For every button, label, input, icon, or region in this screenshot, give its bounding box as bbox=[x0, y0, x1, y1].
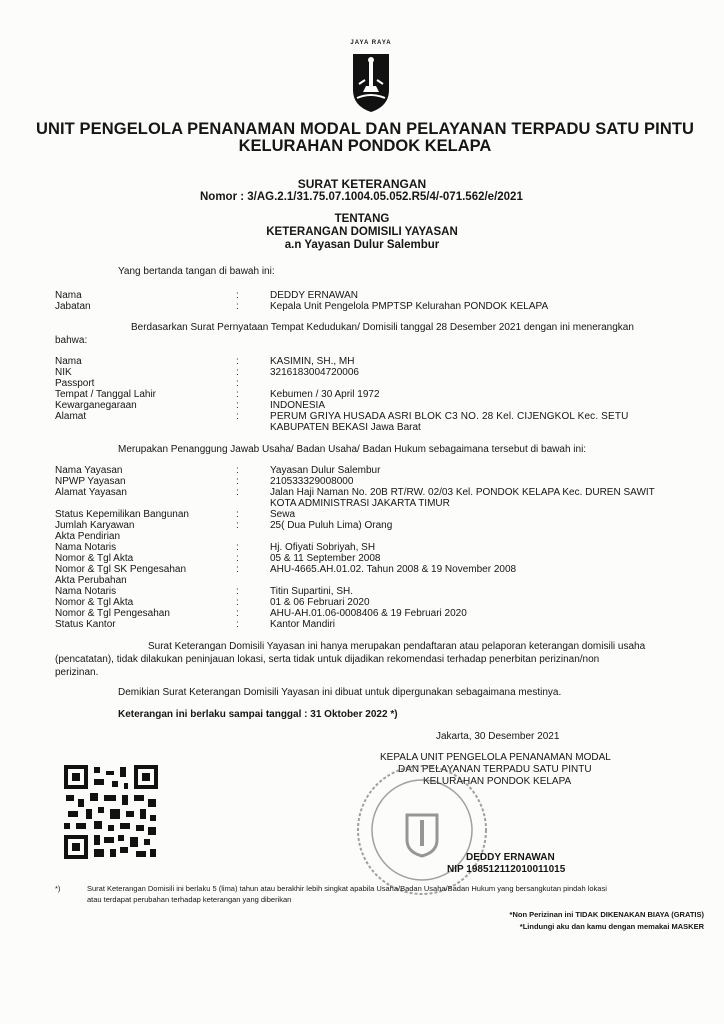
field-colon: : bbox=[236, 400, 239, 411]
field-label: Nama Notaris bbox=[55, 542, 117, 553]
field-value: 210533329008000 bbox=[270, 476, 354, 487]
field-value: Kebumen / 30 April 1972 bbox=[270, 389, 380, 400]
field-colon: : bbox=[236, 476, 239, 487]
field-label: Alamat Yayasan bbox=[55, 487, 127, 498]
field-label: Nama bbox=[55, 356, 82, 367]
statement-text-cont: bahwa: bbox=[55, 335, 88, 346]
footnote-mark: *) bbox=[55, 884, 61, 893]
agency-title: UNIT PENGELOLA PENANAMAN MODAL DAN PELAYANAN TERPADU SATU PINTU bbox=[35, 120, 695, 138]
footnote-line: atau terdapat perubahan terhadap keterangan yang diberikan bbox=[87, 895, 292, 904]
field-label: NIK bbox=[55, 367, 72, 378]
field-label: Kewarganegaraan bbox=[55, 400, 137, 411]
jakarta-emblem-icon bbox=[339, 40, 403, 114]
note-line: (pencatatan), tidak dilakukan peninjauan lokasi, serta tidak untuk dijadikan rekomendasi terhadap penerbitan perizinan/non bbox=[55, 654, 600, 665]
responsible-text: Merupakan Penanggung Jawab Usaha/ Badan Usaha/ Badan Hukum sebagaimana tersebut di bawah ini: bbox=[118, 444, 587, 455]
field-colon: : bbox=[236, 290, 239, 301]
field-value: AHU-4665.AH.01.02. Tahun 2008 & 19 November 2008 bbox=[270, 564, 517, 575]
signer-name: DEDDY ERNAWAN bbox=[466, 852, 555, 863]
signer-role: DAN PELAYANAN TERPADU SATU PINTU bbox=[398, 764, 592, 775]
validity-text: Keterangan ini berlaku sampai tanggal : 31 Oktober 2022 *) bbox=[118, 709, 398, 720]
field-value: KASIMIN, SH., MH bbox=[270, 356, 355, 367]
field-label: Tempat / Tanggal Lahir bbox=[55, 389, 156, 400]
closing-text: Demikian Surat Keterangan Domisili Yayasan ini dibuat untuk dipergunakan sebagaimana mestinya. bbox=[118, 687, 562, 698]
official-stamp-icon bbox=[352, 760, 492, 900]
signer-role: KEPALA UNIT PENGELOLA PENANAMAN MODAL bbox=[380, 752, 611, 763]
letter-about: TENTANG bbox=[334, 213, 390, 225]
field-label: Nomor & Tgl Akta bbox=[55, 553, 134, 564]
field-label: Nama Yayasan bbox=[55, 465, 123, 476]
notice-free: *Non Perizinan ini TIDAK DIKENAKAN BIAYA (GRATIS) bbox=[509, 910, 704, 919]
field-label: Akta Pendirian bbox=[55, 531, 121, 542]
field-colon: : bbox=[236, 411, 239, 422]
note-line: perizinan. bbox=[55, 667, 99, 678]
field-value: DEDDY ERNAWAN bbox=[270, 290, 358, 301]
field-value: 3216183004720006 bbox=[270, 367, 359, 378]
field-value-cont: KABUPATEN BEKASI Jawa Barat bbox=[270, 422, 421, 433]
field-label: Nama bbox=[55, 290, 82, 301]
field-value: Hj. Ofiyati Sobriyah, SH bbox=[270, 542, 376, 553]
field-colon: : bbox=[236, 520, 239, 531]
field-colon: : bbox=[236, 356, 239, 367]
field-value: Kantor Mandiri bbox=[270, 619, 336, 630]
field-colon: : bbox=[236, 378, 239, 389]
place-date: Jakarta, 30 Desember 2021 bbox=[436, 731, 560, 742]
letter-subject: KETERANGAN DOMISILI YAYASAN bbox=[266, 226, 458, 238]
notice-mask: *Lindungi aku dan kamu dengan memakai MASKER bbox=[519, 922, 704, 931]
field-value: Titin Supartini, SH. bbox=[270, 586, 353, 597]
field-colon: : bbox=[236, 608, 239, 619]
field-label: Jumlah Karyawan bbox=[55, 520, 135, 531]
field-colon: : bbox=[236, 465, 239, 476]
field-label: Nomor & Tgl Akta bbox=[55, 597, 134, 608]
letter-number: Nomor : 3/AG.2.1/31.75.07.1004.05.052.R5/4/-071.562/e/2021 bbox=[200, 191, 523, 203]
letter-title: SURAT KETERANGAN bbox=[297, 177, 427, 191]
field-value: Jalan Haji Naman No. 20B RT/RW. 02/03 Kel. PONDOK KELAPA Kec. DUREN SAWIT bbox=[270, 487, 655, 498]
signer-role: KELURAHAN PONDOK KELAPA bbox=[423, 776, 572, 787]
field-label: Jabatan bbox=[55, 301, 91, 312]
field-label: Nomor & Tgl Pengesahan bbox=[55, 608, 170, 619]
field-colon: : bbox=[236, 553, 239, 564]
field-colon: : bbox=[236, 389, 239, 400]
field-label: NPWP Yayasan bbox=[55, 476, 126, 487]
field-colon: : bbox=[236, 487, 239, 498]
emblem-caption: JAYA RAYA bbox=[350, 40, 392, 46]
field-value: 05 & 11 September 2008 bbox=[270, 553, 381, 564]
field-label: Alamat bbox=[55, 411, 87, 422]
field-label: Akta Perubahan bbox=[55, 575, 127, 586]
signer-nip: NIP 198512112010011015 bbox=[447, 864, 566, 875]
field-value: 25( Dua Puluh Lima) Orang bbox=[270, 520, 393, 531]
field-colon: : bbox=[236, 542, 239, 553]
qr-code-icon bbox=[64, 765, 158, 859]
field-value-cont: KOTA ADMINISTRASI JAKARTA TIMUR bbox=[270, 498, 450, 509]
field-value: 01 & 06 Februari 2020 bbox=[270, 597, 370, 608]
statement-text: Berdasarkan Surat Pernyataan Tempat Kedudukan/ Domisili tanggal 28 Desember 2021 dengan ini menerangkan bbox=[131, 322, 634, 333]
field-colon: : bbox=[236, 564, 239, 575]
field-colon: : bbox=[236, 509, 239, 520]
field-label: Status Kantor bbox=[55, 619, 116, 630]
field-value: Yayasan Dulur Salembur bbox=[270, 465, 381, 476]
field-colon: : bbox=[236, 597, 239, 608]
field-label: Passport bbox=[55, 378, 95, 389]
field-colon: : bbox=[236, 586, 239, 597]
agency-subtitle: KELURAHAN PONDOK KELAPA bbox=[238, 137, 492, 155]
note-line: Surat Keterangan Domisili Yayasan ini hanya merupakan pendaftaran atau pelaporan keterangan domisili usaha bbox=[148, 641, 646, 652]
field-value: AHU-AH.01.06-0008406 & 19 Februari 2020 bbox=[270, 608, 467, 619]
field-value: PERUM GRIYA HUSADA ASRI BLOK C3 NO. 28 Kel. CIJENGKOL Kec. SETU bbox=[270, 411, 629, 422]
field-label: Nomor & Tgl SK Pengesahan bbox=[55, 564, 187, 575]
field-colon: : bbox=[236, 301, 239, 312]
field-label: Status Kepemilikan Bangunan bbox=[55, 509, 189, 520]
field-colon: : bbox=[236, 619, 239, 630]
field-value: Sewa bbox=[270, 509, 296, 520]
field-label: Nama Notaris bbox=[55, 586, 117, 597]
letter-on-behalf: a.n Yayasan Dulur Salembur bbox=[284, 239, 440, 251]
intro-text: Yang bertanda tangan di bawah ini: bbox=[118, 266, 275, 277]
field-colon: : bbox=[236, 367, 239, 378]
field-value: INDONESIA bbox=[270, 400, 326, 411]
field-value: Kepala Unit Pengelola PMPTSP Kelurahan PONDOK KELAPA bbox=[270, 301, 549, 312]
footnote-line: Surat Keterangan Domisili ini berlaku 5 (lima) tahun atau berakhir lebih singkat apabila Usaha/Badan Usaha/Badan Hukum yang bersangkutan pindah lokasi bbox=[87, 884, 607, 893]
